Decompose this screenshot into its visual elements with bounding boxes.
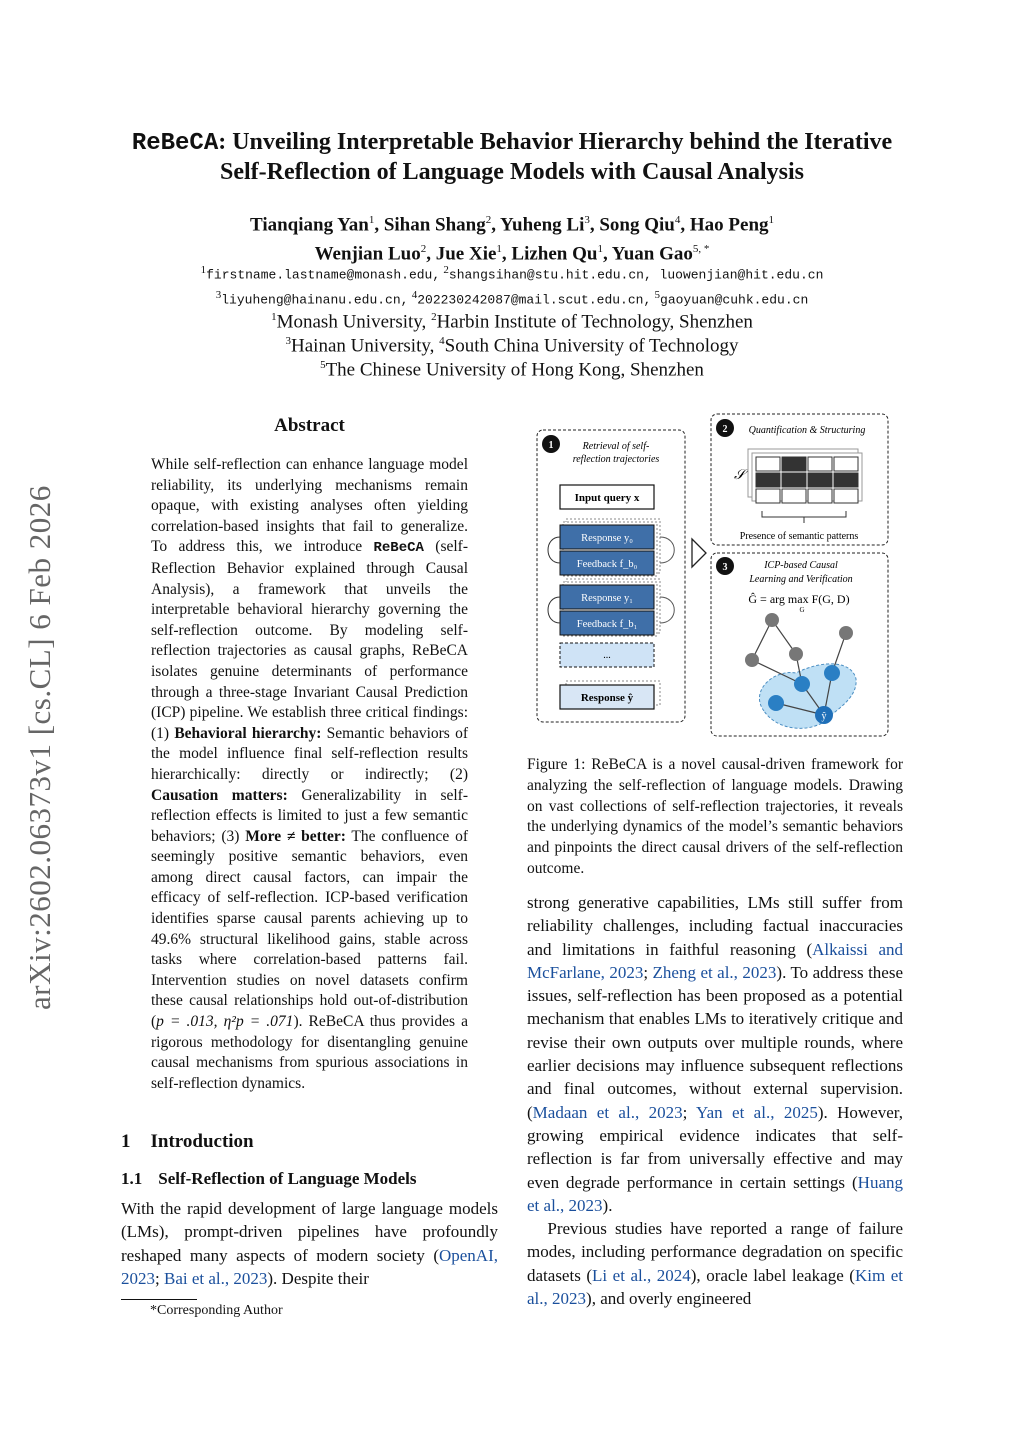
affil-sup: 4 xyxy=(439,335,445,347)
side-arrow-0 xyxy=(660,537,674,563)
affiliation: Hainan University, xyxy=(291,335,435,357)
semantic-matrix xyxy=(748,449,862,503)
body-part: ). To address these issues, self-reflection has been proposed as a potential mechanism that enables LMs to iteratively critique and revise their own outputs over multiple rounds, where earlier decisions may influence subsequent reflections and final outcomes, without external supervision. ( xyxy=(527,962,904,1122)
formula: Ĝ = arg max F(G, D) xyxy=(748,592,850,606)
right-paragraph-2 xyxy=(527,1217,903,1310)
author-name: Jue Xie xyxy=(435,243,497,265)
abstract-stats: p = .013, η²p = .071 xyxy=(156,1013,294,1031)
abstract-part: Semantic behaviors of the model influence final self-reflection results hierarchically: directly or indirectly; (2) xyxy=(151,724,469,783)
affiliation: The Chinese University of Hong Kong, Shenzhen xyxy=(325,359,704,381)
intro-part: ). Despite their xyxy=(267,1268,369,1288)
citation-link[interactable]: Bai et al., 2023 xyxy=(163,1268,268,1288)
author-name: Yuheng Li xyxy=(500,214,585,236)
intro-part: With the rapid development of large language models (LMs), prompt-driven pipelines have profoundly reshaped many aspects of modern society ( xyxy=(121,1199,498,1265)
input-query-label: Input query x xyxy=(574,492,640,504)
outcome-node-label: ŷ xyxy=(821,711,827,722)
intro-part: ; xyxy=(155,1268,164,1288)
affiliation-line-3 xyxy=(100,353,924,382)
affil-sup: 3 xyxy=(285,335,292,347)
citation-link[interactable]: OpenAI, 2023 xyxy=(121,1245,498,1288)
body-part: ), and overly engineered xyxy=(586,1289,752,1309)
pipeline-arrow xyxy=(692,539,706,567)
subsection-heading xyxy=(121,1169,498,1189)
ellipsis-label: ... xyxy=(603,650,611,661)
citation-link[interactable]: Huang et al., 2023 xyxy=(527,1172,903,1215)
citation-link[interactable]: Alkaissi and McFarlane, 2023 xyxy=(527,939,903,982)
body-part: ; xyxy=(643,962,653,982)
section-title: Introduction xyxy=(150,1131,254,1152)
author-name: Song Qiu xyxy=(599,214,675,236)
body-part: ). However, growing empirical evidence indicates that self-reflection is far from universally effective and may even degrade performance in certain settings ( xyxy=(527,1102,903,1192)
author-sup: 5, * xyxy=(692,243,710,256)
affiliation: Monash University, xyxy=(276,311,427,333)
affiliation: South China University of Technology xyxy=(444,335,739,357)
presence-label: Presence of semantic patterns xyxy=(739,531,859,542)
citation-link[interactable]: Kim et al., 2023 xyxy=(527,1265,903,1309)
title-line1: : Unveiling Interpretable Behavior Hierarchy behind the Iterative xyxy=(218,129,893,155)
feedback-0-label: Feedback f_b₀ xyxy=(576,559,638,570)
loop-arrow-0 xyxy=(548,537,560,563)
s-symbol: 𝒮 xyxy=(734,468,745,483)
email-sup: 5 xyxy=(654,289,661,301)
subsection-number: 1.1 xyxy=(121,1169,143,1188)
matrix-brace xyxy=(762,511,846,523)
author-name: Hao Peng xyxy=(689,214,769,236)
abstract-heading: Abstract xyxy=(274,415,345,436)
abstract-acronym: ReBeCA xyxy=(373,540,424,557)
author-sup: 1 xyxy=(368,214,375,226)
citation-link[interactable]: Li et al., 2024 xyxy=(592,1265,691,1285)
email-sup: 1 xyxy=(200,264,207,276)
footnote-rule xyxy=(121,1299,197,1300)
author-name: Lizhen Qu xyxy=(511,243,598,265)
author-sup: 1 xyxy=(496,243,502,256)
title-line2: Self-Reflection of Language Models with Causal Analysis xyxy=(219,159,804,185)
affil-sup: 1 xyxy=(271,311,277,323)
step-1-number: 1 xyxy=(548,440,554,451)
step-2-number: 2 xyxy=(722,424,728,435)
right-column-body xyxy=(527,891,903,1310)
subsection-title: Self-Reflection of Language Models xyxy=(158,1169,417,1188)
email[interactable]: liyuheng@hainanu.edu.cn, xyxy=(221,292,409,308)
step-3-number: 3 xyxy=(722,562,728,573)
author-line-1: Tianqiang Yan$^1$, Sihan Shang$^2$, Yuheng Li$^3$, Song Qiu$^4$, Hao Peng$^1$ xyxy=(249,214,775,236)
finding-1-label: Behavioral hierarchy: xyxy=(174,724,322,742)
figure-1-caption xyxy=(527,755,903,880)
body-part: strong generative capabilities, LMs still suffer from reliability challenges, including factual inaccuracies and limitations in faithful reasoning ( xyxy=(527,893,903,959)
abstract-part: The confluence of seemingly positive semantic behaviors, even among direct causal factors, can impair the efficacy of self-reflection. ICP-based verification identifies sparse causal parents achieving up to 49.6% structural likelihood gains, stable across tasks where correlation-based patterns fail. Intervention studies on novel datasets confirm these causal relationships hold out-of-distribution ( xyxy=(151,827,468,1031)
loop-arrow-1 xyxy=(548,597,560,623)
author-sup: 3 xyxy=(584,214,590,226)
arxiv-identifier: arXiv:2602.06373v1 [cs.CL] 6 Feb 2026 xyxy=(22,485,57,1010)
step-3-label-line2: Learning and Verification xyxy=(749,574,853,585)
author-name: Sihan Shang xyxy=(383,214,486,236)
title-acronym: ReBeCA xyxy=(131,130,219,157)
author-sup: 2 xyxy=(485,214,492,226)
author-name: Tianqiang Yan xyxy=(249,214,369,236)
email-sup: 3 xyxy=(215,289,222,301)
affil-sup: 5 xyxy=(320,359,326,371)
author-sup: 4 xyxy=(674,214,681,226)
email[interactable]: firstname.lastname@monash.edu, xyxy=(206,267,441,283)
author-name: Wenjian Luo xyxy=(314,243,421,265)
finding-3-label: More ≠ better: xyxy=(245,827,346,845)
section-heading-introduction xyxy=(121,1131,498,1153)
email[interactable]: gaoyuan@cuhk.edu.cn xyxy=(660,292,809,308)
intro-paragraph xyxy=(121,1197,498,1290)
abstract-part: While self-reflection can enhance language model reliability, its underlying mechanisms remain opaque, with existing analyses often yielding correlation-based insights that fail to generalize. To address this, we introduce xyxy=(151,456,468,556)
citation-link[interactable]: Yan et al., 2025 xyxy=(696,1102,818,1122)
affil-sup: 2 xyxy=(431,311,437,323)
body-part: Previous studies have reported a range of failure modes, including performance degradation on specific datasets ( xyxy=(527,1219,903,1285)
step-1-label-line2: reflection trajectories xyxy=(572,454,660,465)
footnote: *Corresponding Author xyxy=(150,1303,283,1318)
step-2-label: Quantification & Structuring xyxy=(748,425,866,436)
body-part: ; xyxy=(682,1102,697,1122)
intro-text xyxy=(121,1197,498,1290)
section-number: 1 xyxy=(121,1131,131,1152)
final-response-label: Response ŷ xyxy=(580,692,634,704)
citation-link[interactable]: Madaan et al., 2023 xyxy=(532,1102,683,1122)
email[interactable]: shangsihan@stu.hit.edu.cn, luowenjian@hit.edu.cn xyxy=(448,267,824,283)
author-sup: 1 xyxy=(768,214,775,226)
paper-title xyxy=(100,128,924,187)
abstract-body xyxy=(151,455,468,1094)
finding-2-label: Causation matters: xyxy=(151,786,288,804)
formula-subscript: G xyxy=(799,606,805,614)
figure-1-diagram xyxy=(534,411,894,741)
response-1-label: Response y₁ xyxy=(581,593,633,604)
author-sup: 2 xyxy=(420,243,427,256)
feedback-1-label: Feedback f_b₁ xyxy=(576,619,638,630)
body-part: ). xyxy=(602,1195,613,1215)
response-0-label: Response y₀ xyxy=(581,533,633,544)
email-sup: 4 xyxy=(411,289,418,301)
email[interactable]: 202230242087@mail.scut.edu.cn, xyxy=(417,292,652,308)
abstract-text xyxy=(151,455,468,1094)
abstract-part: ). ReBeCA thus provides a rigorous methodology for disentangling genuine causal mechanisms from spurious associations in self-reflection dynamics. xyxy=(151,1013,468,1092)
author-line-2: Wenjian Luo$^2$, Jue Xie$^1$, Lizhen Qu$^1$, Yuan Gao$^{5, *}$ xyxy=(314,243,710,265)
author-sup: 1 xyxy=(597,243,603,256)
side-arrow-1 xyxy=(660,597,674,623)
citation-link[interactable]: Zheng et al., 2023 xyxy=(652,962,777,982)
abstract-part: Generalizability in self-reflection effects is limited to just a few semantic behaviors; (3) xyxy=(151,786,468,845)
right-paragraph-1 xyxy=(527,891,903,1217)
body-part: ), oracle label leakage ( xyxy=(690,1265,855,1285)
abstract-part: (self-Reflection Behavior explained through Causal Analysis), a framework that unveils the interpretable behavioral hierarchy governing the self-reflection outcome. By modeling self-reflection trajectories as causal graphs, ReBeCA isolates genuine determinants of performance through a three-stage Invariant Causal Prediction (ICP) pipeline. We establish three critical findings: (1) xyxy=(151,538,469,742)
author-name: Yuan Gao xyxy=(611,243,693,265)
affiliation: Harbin Institute of Technology, Shenzhen xyxy=(436,311,753,333)
caption-text: Figure 1: ReBeCA is a novel causal-driven framework for analyzing the self-reflection of language models. Drawing on vast collections of self-reflection trajectories, it reveals the underlying dynamics of the model’s semantic behaviors and pinpoints the direct causal drivers of the self-reflection outcome. xyxy=(527,756,903,877)
step-3-label-line1: ICP-based Causal xyxy=(764,560,838,571)
step-1-label-line1: Retrieval of self- xyxy=(582,441,650,452)
email-sup: 2 xyxy=(443,264,449,276)
